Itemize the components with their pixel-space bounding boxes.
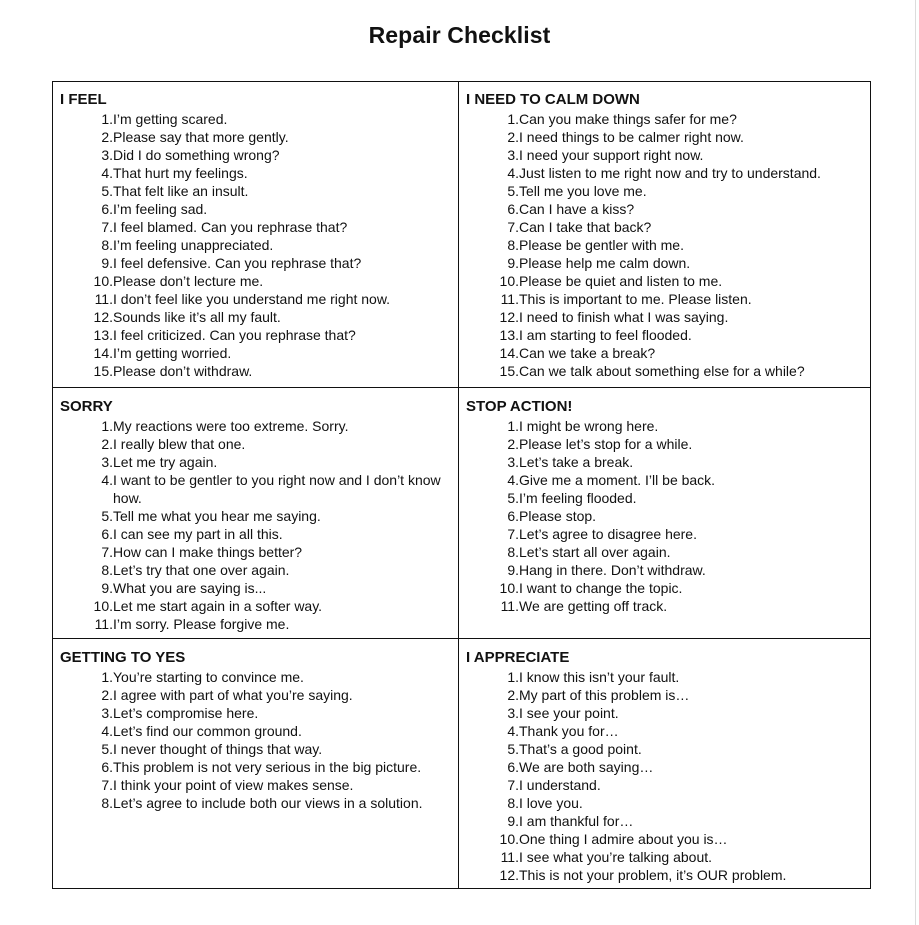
item-text: I can see my part in all this. xyxy=(113,526,283,542)
item-text: I really blew that one. xyxy=(113,436,246,452)
item-number: 12. xyxy=(93,309,113,325)
list-item xyxy=(60,668,452,686)
list-item xyxy=(466,308,864,326)
item-text: Can you make things safer for me? xyxy=(519,111,737,127)
item-text: You’re starting to convince me. xyxy=(113,669,304,685)
item-text: Please let’s stop for a while. xyxy=(519,436,693,452)
list-item xyxy=(466,110,864,128)
list-item xyxy=(60,254,452,272)
item-number: 11. xyxy=(500,598,519,614)
list-item xyxy=(466,417,864,435)
item-text: I think your point of view makes sense. xyxy=(113,777,354,793)
item-number: 4. xyxy=(101,165,113,181)
item-text: I am thankful for… xyxy=(519,813,634,829)
item-text: Can I take that back? xyxy=(519,219,652,235)
item-number: 10. xyxy=(499,580,519,596)
section-list xyxy=(466,417,864,615)
section-title: I NEED TO CALM DOWN xyxy=(466,91,640,108)
item-text: I am starting to feel flooded. xyxy=(519,327,692,343)
item-number: 10. xyxy=(499,831,519,847)
list-item xyxy=(60,362,452,380)
item-number: 3. xyxy=(507,147,519,163)
item-text: Give me a moment. I’ll be back. xyxy=(519,472,716,488)
list-item xyxy=(466,344,864,362)
list-item xyxy=(60,218,452,236)
item-number: 5. xyxy=(507,183,519,199)
list-item xyxy=(466,597,864,615)
item-number: 6. xyxy=(101,759,113,775)
item-text: Tell me you love me. xyxy=(519,183,647,199)
item-text: Please help me calm down. xyxy=(519,255,691,271)
item-text: Let’s agree to include both our views in a solution. xyxy=(113,795,423,811)
item-number: 3. xyxy=(507,454,519,470)
item-number: 3. xyxy=(101,147,113,163)
item-text: Please don’t lecture me. xyxy=(113,273,264,289)
item-number: 7. xyxy=(507,777,519,793)
list-item xyxy=(60,579,452,597)
item-number: 1. xyxy=(101,111,113,127)
item-number: 10. xyxy=(93,598,113,614)
item-text: Let’s start all over again. xyxy=(519,544,671,560)
item-number: 8. xyxy=(507,795,519,811)
item-text: Please stop. xyxy=(519,508,597,524)
list-item xyxy=(466,668,864,686)
item-text: Tell me what you hear me saying. xyxy=(113,508,321,524)
item-text: I’m feeling sad. xyxy=(113,201,208,217)
item-number: 15. xyxy=(93,363,113,379)
list-item xyxy=(466,830,864,848)
item-number: 12. xyxy=(499,867,519,883)
list-item xyxy=(60,344,452,362)
list-item xyxy=(60,417,452,435)
item-number: 4. xyxy=(507,165,519,181)
item-number: 1. xyxy=(101,418,113,434)
list-item xyxy=(60,704,452,722)
item-text: I might be wrong here. xyxy=(519,418,659,434)
item-text: Did I do something wrong? xyxy=(113,147,280,163)
section-getting-to-yes xyxy=(53,639,459,888)
list-item xyxy=(60,740,452,758)
list-item xyxy=(60,272,452,290)
list-item xyxy=(466,561,864,579)
list-item xyxy=(466,200,864,218)
list-item xyxy=(60,110,452,128)
item-text: Can we talk about something else for a while? xyxy=(519,363,805,379)
item-text: Let’s compromise here. xyxy=(113,705,259,721)
item-number: 1. xyxy=(507,669,519,685)
list-item xyxy=(466,812,864,830)
list-item xyxy=(60,561,452,579)
item-number: 10. xyxy=(499,273,519,289)
list-item xyxy=(466,489,864,507)
item-text: Sounds like it’s all my fault. xyxy=(113,309,281,325)
item-number: 4. xyxy=(507,723,519,739)
list-item xyxy=(466,704,864,722)
item-number: 5. xyxy=(101,508,113,524)
item-text: I understand. xyxy=(519,777,601,793)
section-title: I FEEL xyxy=(60,91,107,108)
list-item xyxy=(60,722,452,740)
list-item xyxy=(466,740,864,758)
item-number: 7. xyxy=(101,777,113,793)
list-item xyxy=(466,326,864,344)
item-text: I feel defensive. Can you rephrase that? xyxy=(113,255,362,271)
item-text: Please be quiet and listen to me. xyxy=(519,273,723,289)
item-text: I want to be gentler to you right now and I don’t know how. xyxy=(113,472,441,506)
list-item xyxy=(466,543,864,561)
item-number: 8. xyxy=(101,562,113,578)
item-number: 6. xyxy=(507,759,519,775)
list-item xyxy=(466,128,864,146)
item-number: 5. xyxy=(507,741,519,757)
item-number: 6. xyxy=(101,526,113,542)
item-number: 9. xyxy=(101,580,113,596)
item-number: 6. xyxy=(507,201,519,217)
item-number: 1. xyxy=(507,418,519,434)
item-text: This is important to me. Please listen. xyxy=(519,291,752,307)
item-text: We are getting off track. xyxy=(519,598,668,614)
section-list xyxy=(60,110,452,380)
list-item xyxy=(60,543,452,561)
item-text: I’m feeling flooded. xyxy=(519,490,637,506)
item-text: That’s a good point. xyxy=(519,741,642,757)
item-text: I feel criticized. Can you rephrase that? xyxy=(113,327,356,343)
item-text: Please be gentler with me. xyxy=(519,237,684,253)
item-number: 1. xyxy=(507,111,519,127)
item-number: 13. xyxy=(499,327,519,343)
item-text: Let’s find our common ground. xyxy=(113,723,302,739)
item-number: 4. xyxy=(101,472,113,488)
section-sorry xyxy=(53,388,459,639)
item-text: That hurt my feelings. xyxy=(113,165,248,181)
item-number: 2. xyxy=(101,129,113,145)
item-number: 15. xyxy=(499,363,519,379)
item-number: 3. xyxy=(101,705,113,721)
item-text: My part of this problem is… xyxy=(519,687,690,703)
item-text: I’m feeling unappreciated. xyxy=(113,237,274,253)
item-text: I don’t feel like you understand me right now. xyxy=(113,291,391,307)
list-item xyxy=(466,164,864,182)
item-number: 14. xyxy=(499,345,519,361)
item-number: 9. xyxy=(507,562,519,578)
item-number: 5. xyxy=(101,741,113,757)
item-number: 8. xyxy=(101,795,113,811)
item-text: I see your point. xyxy=(519,705,619,721)
item-text: That felt like an insult. xyxy=(113,183,249,199)
item-text: Let’s try that one over again. xyxy=(113,562,290,578)
section-title: GETTING TO YES xyxy=(60,649,186,666)
list-item xyxy=(466,453,864,471)
item-text: This is not your problem, it’s OUR problem. xyxy=(519,867,787,883)
item-text: Let’s agree to disagree here. xyxy=(519,526,697,542)
section-list xyxy=(60,417,452,633)
item-text: One thing I admire about you is… xyxy=(519,831,728,847)
item-text: Can we take a break? xyxy=(519,345,656,361)
section-i-feel xyxy=(53,82,459,388)
list-item xyxy=(466,435,864,453)
item-number: 2. xyxy=(101,687,113,703)
list-item xyxy=(60,453,452,471)
list-item xyxy=(466,525,864,543)
item-number: 5. xyxy=(507,490,519,506)
item-text: Let me start again in a softer way. xyxy=(113,598,323,614)
item-number: 11. xyxy=(94,291,113,307)
list-item xyxy=(60,507,452,525)
item-text: I know this isn’t your fault. xyxy=(519,669,680,685)
section-i-need-to-calm-down xyxy=(459,82,870,388)
section-i-appreciate xyxy=(459,639,870,888)
item-text: We are both saying… xyxy=(519,759,654,775)
item-number: 8. xyxy=(507,237,519,253)
item-text: What you are saying is... xyxy=(113,580,267,596)
item-text: Please don’t withdraw. xyxy=(113,363,253,379)
item-number: 6. xyxy=(101,201,113,217)
list-item xyxy=(60,776,452,794)
item-number: 4. xyxy=(101,723,113,739)
list-item xyxy=(466,471,864,489)
section-list xyxy=(466,668,864,884)
list-item xyxy=(466,507,864,525)
list-item xyxy=(60,597,452,615)
list-item xyxy=(466,579,864,597)
item-number: 14. xyxy=(93,345,113,361)
item-text: I love you. xyxy=(519,795,583,811)
item-number: 12. xyxy=(499,309,519,325)
item-number: 3. xyxy=(507,705,519,721)
checklist-grid xyxy=(52,81,871,889)
section-stop-action xyxy=(459,388,870,639)
item-text: My reactions were too extreme. Sorry. xyxy=(113,418,349,434)
item-number: 10. xyxy=(93,273,113,289)
item-text: I want to change the topic. xyxy=(519,580,683,596)
item-text: How can I make things better? xyxy=(113,544,303,560)
list-item xyxy=(60,615,452,633)
list-item xyxy=(466,362,864,380)
list-item xyxy=(60,525,452,543)
item-text: Hang in there. Don’t withdraw. xyxy=(519,562,706,578)
item-number: 6. xyxy=(507,508,519,524)
list-item xyxy=(466,722,864,740)
list-item xyxy=(466,866,864,884)
item-number: 11. xyxy=(500,849,519,865)
list-item xyxy=(60,794,452,812)
item-number: 13. xyxy=(93,327,113,343)
list-item xyxy=(60,290,452,308)
item-text: I never thought of things that way. xyxy=(113,741,323,757)
list-item xyxy=(466,218,864,236)
section-list xyxy=(60,668,452,812)
section-title: I APPRECIATE xyxy=(466,649,570,666)
section-title: SORRY xyxy=(60,398,113,415)
list-item xyxy=(466,848,864,866)
list-item xyxy=(466,182,864,200)
section-title: STOP ACTION! xyxy=(466,398,573,415)
item-number: 11. xyxy=(500,291,519,307)
item-text: Thank you for… xyxy=(519,723,619,739)
list-item xyxy=(466,146,864,164)
item-number: 9. xyxy=(507,255,519,271)
list-item xyxy=(60,471,452,507)
list-item xyxy=(466,758,864,776)
page-edge-divider xyxy=(915,0,916,925)
list-item xyxy=(466,794,864,812)
item-text: This problem is not very serious in the big picture. xyxy=(113,759,422,775)
item-text: I’m getting worried. xyxy=(113,345,232,361)
item-number: 3. xyxy=(101,454,113,470)
item-number: 9. xyxy=(101,255,113,271)
item-text: Let me try again. xyxy=(113,454,218,470)
item-number: 7. xyxy=(101,544,113,560)
page-title: Repair Checklist xyxy=(368,22,551,48)
item-number: 2. xyxy=(101,436,113,452)
list-item xyxy=(466,686,864,704)
list-item xyxy=(466,776,864,794)
list-item xyxy=(60,146,452,164)
item-number: 5. xyxy=(101,183,113,199)
item-number: 7. xyxy=(507,526,519,542)
item-number: 2. xyxy=(507,687,519,703)
list-item xyxy=(466,236,864,254)
list-item xyxy=(60,686,452,704)
item-text: Just listen to me right now and try to understand. xyxy=(519,165,821,181)
item-number: 9. xyxy=(507,813,519,829)
list-item xyxy=(60,128,452,146)
item-text: I’m getting scared. xyxy=(113,111,228,127)
list-item xyxy=(60,164,452,182)
item-text: I’m sorry. Please forgive me. xyxy=(113,616,290,632)
item-number: 7. xyxy=(507,219,519,235)
list-item xyxy=(60,435,452,453)
item-number: 7. xyxy=(101,219,113,235)
item-text: Can I have a kiss? xyxy=(519,201,635,217)
item-text: Please say that more gently. xyxy=(113,129,289,145)
list-item xyxy=(60,758,452,776)
item-text: I agree with part of what you’re saying. xyxy=(113,687,353,703)
list-item xyxy=(466,290,864,308)
section-list xyxy=(466,110,864,380)
item-text: I need to finish what I was saying. xyxy=(519,309,729,325)
item-text: I feel blamed. Can you rephrase that? xyxy=(113,219,348,235)
list-item xyxy=(466,272,864,290)
list-item xyxy=(60,236,452,254)
item-text: I need your support right now. xyxy=(519,147,704,163)
item-number: 11. xyxy=(94,616,113,632)
list-item xyxy=(60,326,452,344)
item-text: I need things to be calmer right now. xyxy=(519,129,744,145)
item-number: 4. xyxy=(507,472,519,488)
item-number: 1. xyxy=(101,669,113,685)
item-number: 2. xyxy=(507,436,519,452)
list-item xyxy=(60,200,452,218)
item-text: Let’s take a break. xyxy=(519,454,634,470)
item-text: I see what you’re talking about. xyxy=(519,849,713,865)
list-item xyxy=(466,254,864,272)
item-number: 8. xyxy=(507,544,519,560)
item-number: 2. xyxy=(507,129,519,145)
item-number: 8. xyxy=(101,237,113,253)
list-item xyxy=(60,308,452,326)
list-item xyxy=(60,182,452,200)
